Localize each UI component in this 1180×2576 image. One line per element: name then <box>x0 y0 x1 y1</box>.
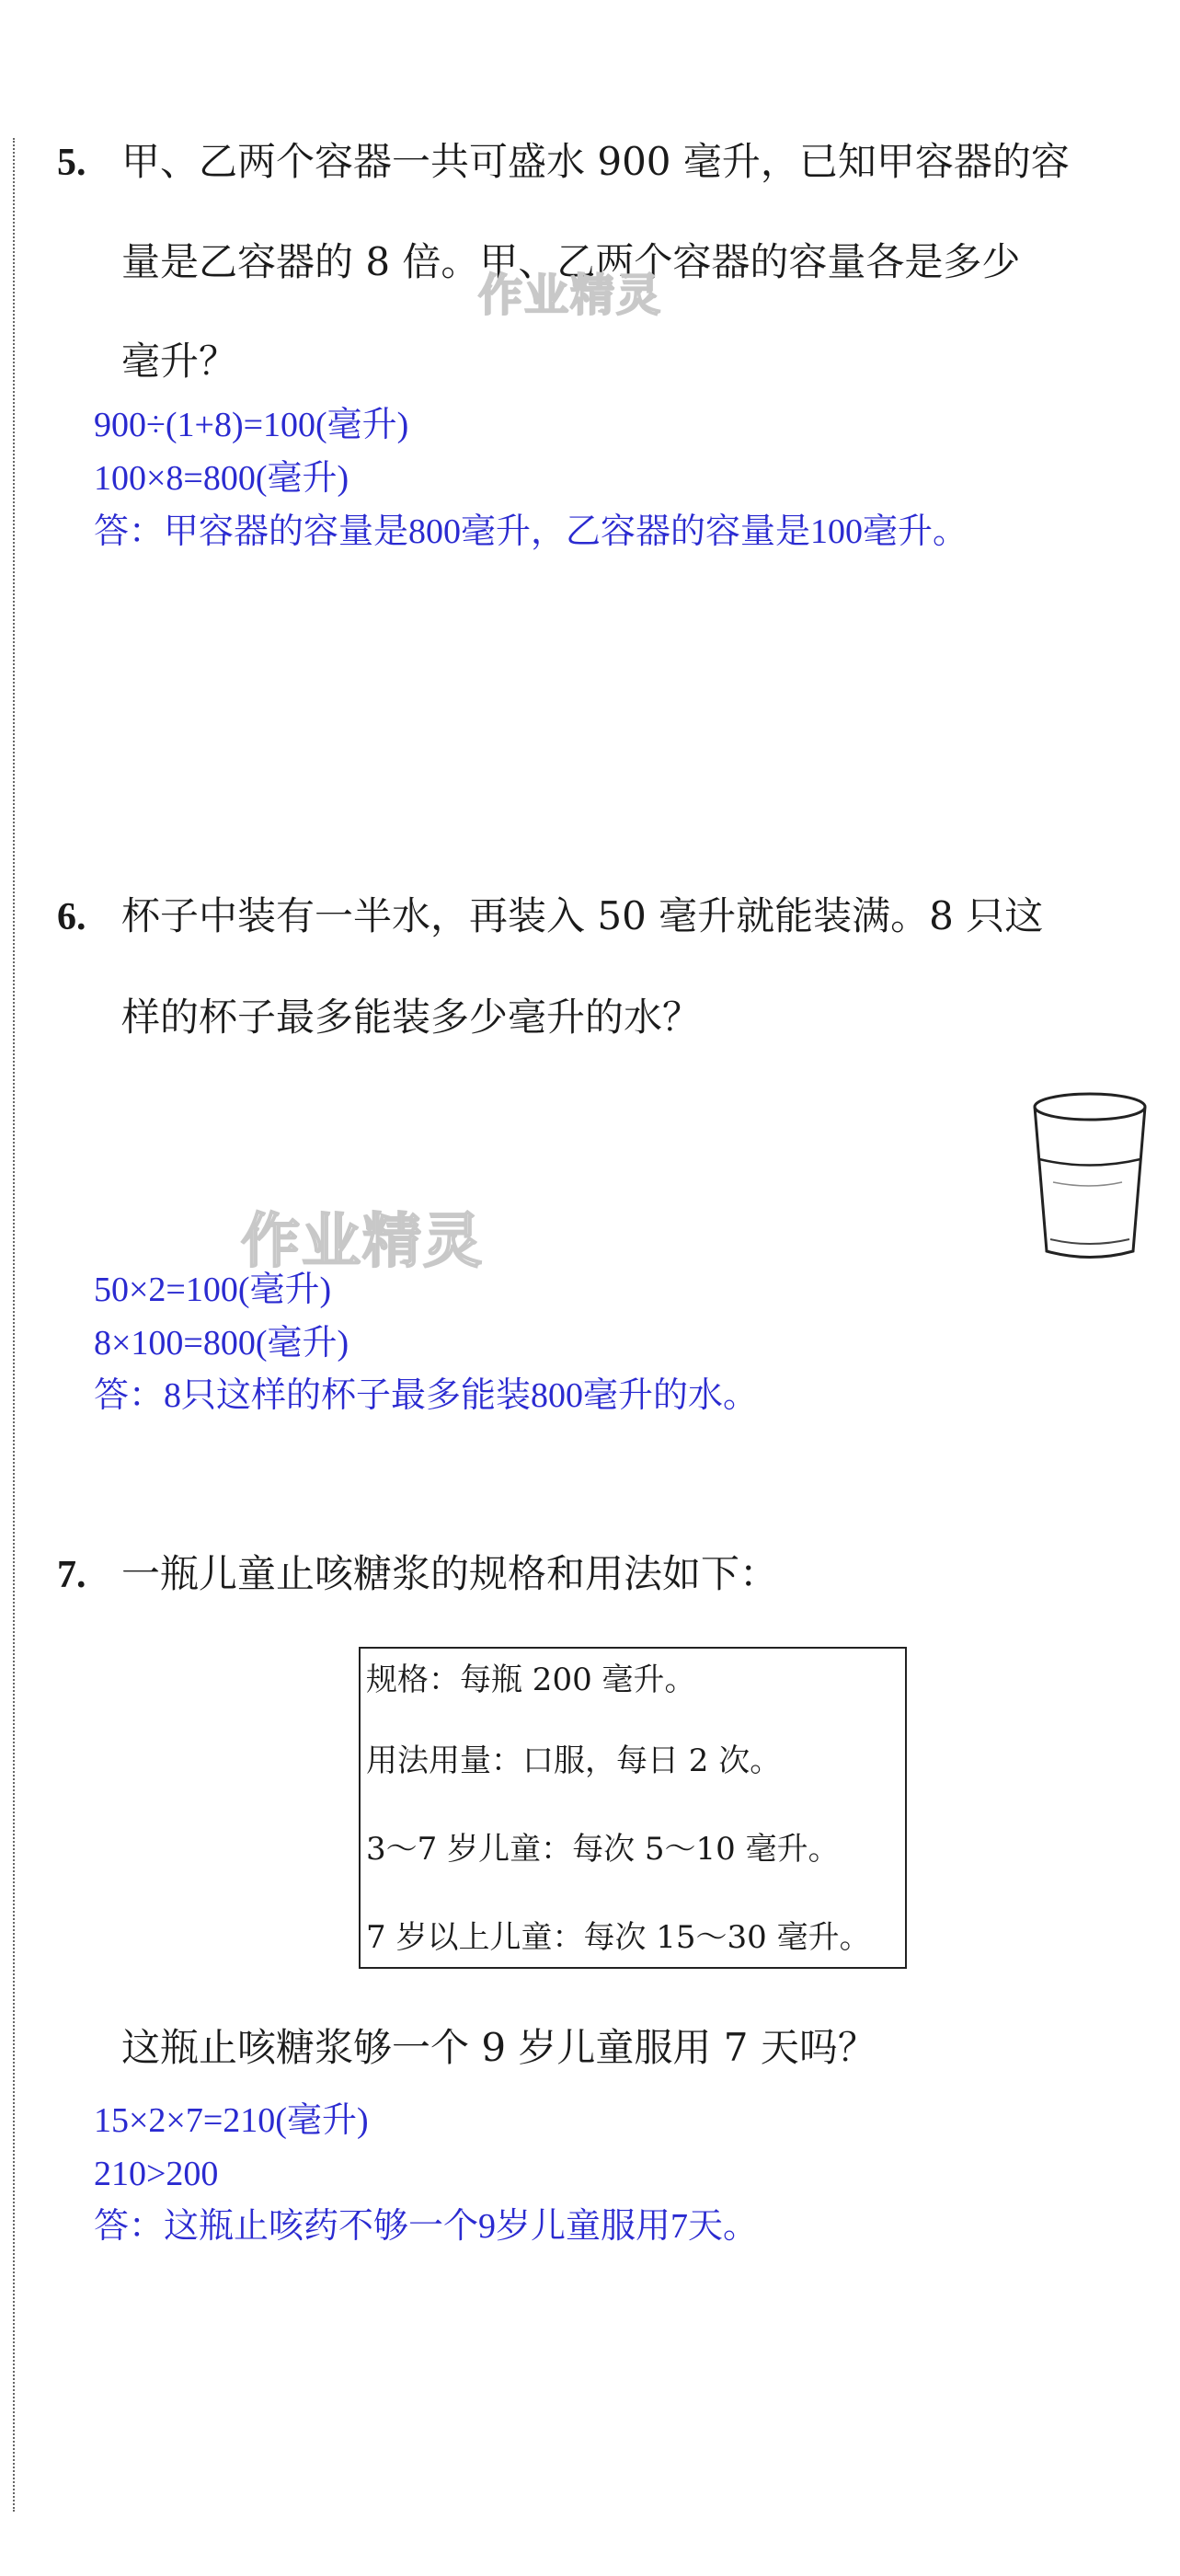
spec-line-volume: 规格：每瓶 200 毫升。 <box>366 1662 696 1698</box>
q5-answer-line-3: 答：甲容器的容量是800毫升，乙容器的容量是100毫升。 <box>94 512 968 551</box>
q5-answer-line-2: 100×8=800(毫升) <box>94 459 349 498</box>
q7-answer-line-3: 答：这瓶止咳药不够一个9岁儿童服用7天。 <box>94 2207 759 2246</box>
q7-question: 这瓶止咳糖浆够一个 9 岁儿童服用 7 天吗？ <box>121 2025 876 2070</box>
watermark: 作业精灵 <box>478 270 663 321</box>
q6-number: 6. <box>57 896 86 938</box>
q6-answer-line-3: 答：8只这样的杯子最多能装800毫升的水。 <box>94 1376 759 1415</box>
q5-answer-line-1: 900÷(1+8)=100(毫升) <box>94 406 409 444</box>
spec-line-3-7: 3～7 岁儿童：每次 5～10 毫升。 <box>366 1831 840 1868</box>
dosage-spec-box <box>359 1647 907 1969</box>
binding-dotted-line <box>13 138 15 2512</box>
q6-answer-line-2: 8×100=800(毫升) <box>94 1324 349 1363</box>
q7-number: 7. <box>57 1554 86 1596</box>
spec-line-over-7: 7 岁以上儿童：每次 15～30 毫升。 <box>366 1919 871 1956</box>
watermark: 作业精灵 <box>241 1208 484 1276</box>
q5-line-1: 5. 甲、乙两个容器一共可盛水 900 毫升，已知甲容器的容 <box>57 139 1070 184</box>
water-glass-icon <box>1030 1090 1150 1265</box>
q7-answer-line-2: 210>200 <box>94 2155 219 2193</box>
q5-line-2: 量是乙容器的 8 倍。甲、乙两个容器的容量各是多少 <box>121 239 1021 284</box>
q6-answer-line-1: 50×2=100(毫升) <box>94 1271 332 1309</box>
q6-line-2: 样的杯子最多能装多少毫升的水？ <box>121 995 702 1040</box>
q5-number: 5. <box>57 142 86 184</box>
spec-line-usage: 用法用量：口服，每日 2 次。 <box>366 1742 782 1779</box>
q6-line-1: 6. 杯子中装有一半水，再装入 50 毫升就能装满。8 只这 <box>57 893 1044 938</box>
q7-intro: 7. 一瓶儿童止咳糖浆的规格和用法如下： <box>57 1551 779 1596</box>
q5-line-3: 毫升？ <box>121 339 238 384</box>
q7-answer-line-1: 15×2×7=210(毫升) <box>94 2101 369 2140</box>
